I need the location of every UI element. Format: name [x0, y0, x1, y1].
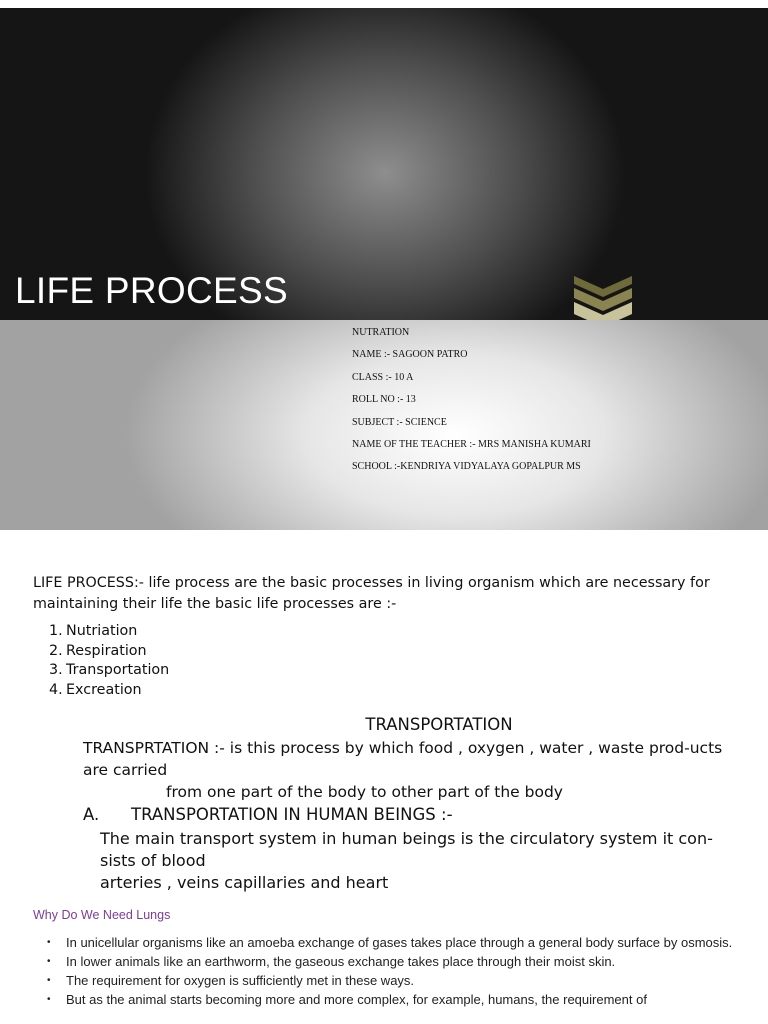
subheading-text: TRANSPORTATION IN HUMAN BEINGS :- [131, 805, 453, 824]
intro-paragraph: LIFE PROCESS:- life process are the basic processes in living organism which are necessary for maintaining their life the basic life processes are :- [33, 575, 710, 612]
title-slide [0, 8, 768, 320]
transportation-definition: TRANSPRTATION :- is this process by which food , oxygen , water , waste prod-ucts are carried [83, 739, 723, 779]
list-label: Transportation [66, 662, 170, 678]
lungs-heading: Why Do We Need Lungs [33, 908, 171, 922]
info-teacher: NAME OF THE TEACHER :- MRS MANISHA KUMARI [352, 438, 591, 450]
human-transport-subheading [83, 804, 453, 826]
slide-title: LIFE PROCESS [15, 270, 288, 311]
bullet-icon: • [47, 937, 51, 948]
list-item [47, 973, 737, 989]
list-number: 3. [49, 662, 63, 678]
info-topic: NUTRATION [352, 327, 410, 338]
student-info-band [0, 320, 768, 530]
list-text: In unicellular organisms like an amoeba exchange of gases takes place through a general body surface by osmosis. [66, 935, 733, 950]
bullet-icon: • [47, 975, 51, 986]
list-number: 2. [49, 642, 63, 659]
list-text: In lower animals like an earthworm, the gaseous exchange takes place through their moist skin. [66, 954, 616, 969]
info-roll-no: ROLL NO :- 13 [352, 394, 416, 406]
list-number: 4. [49, 681, 63, 698]
info-class: CLASS :- 10 A [352, 371, 414, 383]
info-school: SCHOOL :-KENDRIYA VIDYALAYA GOPALPUR MS [352, 461, 581, 473]
info-name: NAME :- SAGOON PATRO [352, 349, 468, 361]
info-subject: SUBJECT :- SCIENCE [352, 416, 447, 428]
list-number: 1. [49, 623, 63, 639]
list-text: The requirement for oxygen is sufficiently met in these ways. [66, 973, 415, 988]
list-label: Respiration [66, 642, 147, 659]
list-item [47, 954, 737, 970]
bullet-icon: • [47, 994, 51, 1005]
circulatory-paragraph-continued: arteries , veins capillaries and heart [100, 873, 389, 892]
list-item [49, 642, 169, 662]
list-item [49, 681, 169, 701]
list-text: But as the animal starts becoming more and more complex, for example, humans, the requirement of [66, 992, 647, 1007]
page-top-strip [0, 0, 768, 8]
transportation-definition-continued: from one part of the body to other part of the body [166, 783, 563, 801]
student-info-list [352, 326, 591, 483]
life-process-list [49, 622, 169, 700]
list-label: Nutriation [66, 623, 138, 639]
list-item [47, 992, 737, 1008]
list-item [49, 661, 169, 681]
bullet-icon: • [47, 956, 51, 967]
subheading-letter: A. [83, 805, 100, 824]
circulatory-paragraph: The main transport system in human beings is the circulatory system it con-sists of blood [100, 829, 713, 870]
list-label: Excreation [66, 681, 142, 698]
lungs-bullet-list [47, 935, 737, 1011]
transportation-heading: TRANSPORTATION [365, 715, 513, 734]
list-item [49, 622, 169, 642]
list-item [47, 935, 737, 951]
